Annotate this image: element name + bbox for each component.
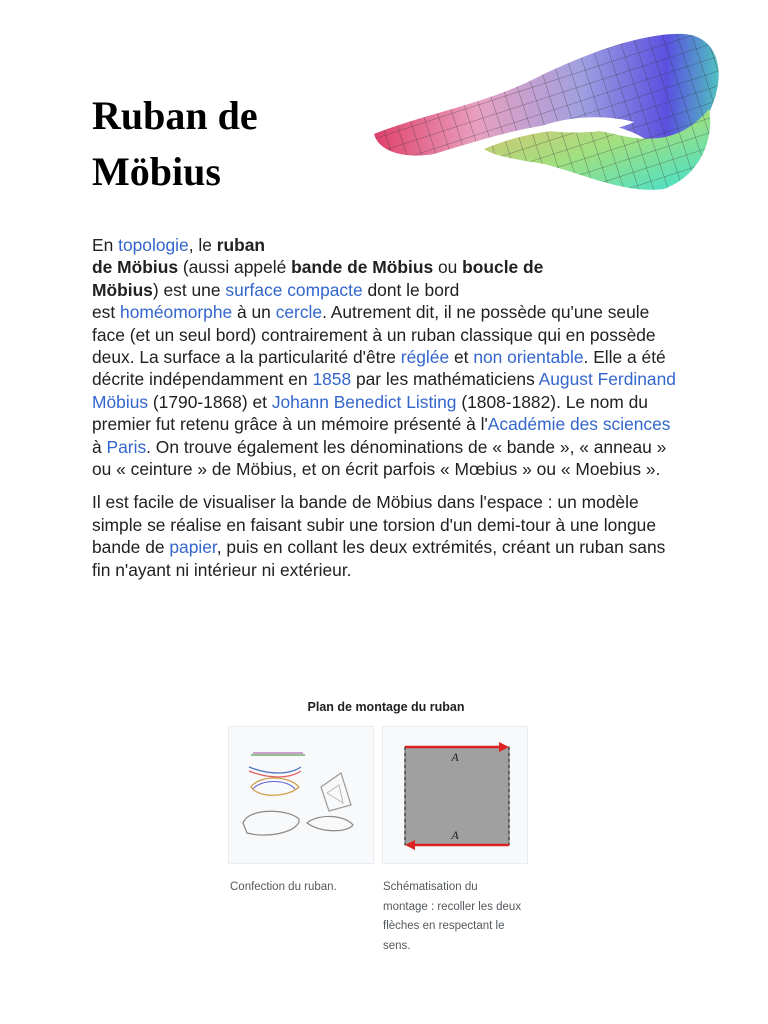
caption-schema: Schématisation du montage : recoller les deux flèches en respectant le sens.: [383, 881, 522, 952]
gallery-title: Plan de montage du ruban: [307, 700, 465, 714]
thumb-schema[interactable]: [382, 726, 528, 864]
ribbon-sketch-image: [229, 727, 373, 863]
assembly-diagram: [383, 727, 527, 863]
link-cercle[interactable]: cercle: [275, 302, 323, 323]
link-johann-benedict-listing[interactable]: Johann Benedict Listing: [271, 391, 457, 412]
link-surface-compacte[interactable]: surface compacte: [225, 279, 363, 300]
link-1858[interactable]: 1858: [312, 369, 352, 390]
link-non-orientable[interactable]: non orientable: [473, 347, 584, 368]
paragraph-intro: En topologie, le ruban de Möbius (aussi appelé bande de Möbius ou boucle de Möbius) est une surface compacte dont le bord est homéomorphe à un cercle. Autrement dit, il ne possède qu'une seule face (et un seul bord) contrairement à un ruban classique qui en possède deux. La surface a la particularité d'être réglée et non orientable. Elle a été décrite indépendamment en 1858 par les mathématiciens August Ferdinand Möbius (1790-1868) et Johann Benedict Listing (1808-1882). Le nom du premier fut retenu grâce à un mémoire présenté à l'Académie des sciences à Paris. On trouve également les dénominations de « bande », « anneau » ou « ceinture » de Möbius, et on écrit parfois « Mœbius » ou « Moebius ».: [92, 235, 676, 480]
article-body: [92, 234, 682, 592]
title-line-2: Möbius: [92, 149, 221, 194]
link-reglee[interactable]: réglée: [400, 347, 450, 368]
gallery: [228, 700, 538, 952]
title-line-1: Ruban de: [92, 93, 258, 138]
link-paris[interactable]: Paris: [106, 436, 147, 457]
mobius-strip-image: [364, 24, 726, 200]
link-academie-des-sciences[interactable]: Académie des sciences: [487, 414, 671, 435]
paragraph-visualisation: Il est facile de visualiser la bande de Möbius dans l'espace : un modèle simple se réalise en faisant subir une torsion d'un demi-tour à une longue bande de papier, puis en collant les deux extrémités, créant un ruban sans fin n'ayant ni intérieur ni extérieur.: [92, 492, 666, 580]
caption-confection: Confection du ruban.: [230, 881, 337, 893]
link-papier[interactable]: papier: [169, 537, 217, 558]
arrow-label-top: A: [451, 750, 459, 764]
link-homeomorphe[interactable]: homéomorphe: [120, 302, 233, 323]
arrow-label-bottom: A: [451, 828, 459, 842]
thumb-confection[interactable]: [228, 726, 374, 864]
link-august-ferdinand-mobius[interactable]: August Ferdinand Möbius: [92, 369, 676, 412]
page-title: [92, 88, 352, 200]
link-topologie[interactable]: topologie: [118, 235, 189, 255]
